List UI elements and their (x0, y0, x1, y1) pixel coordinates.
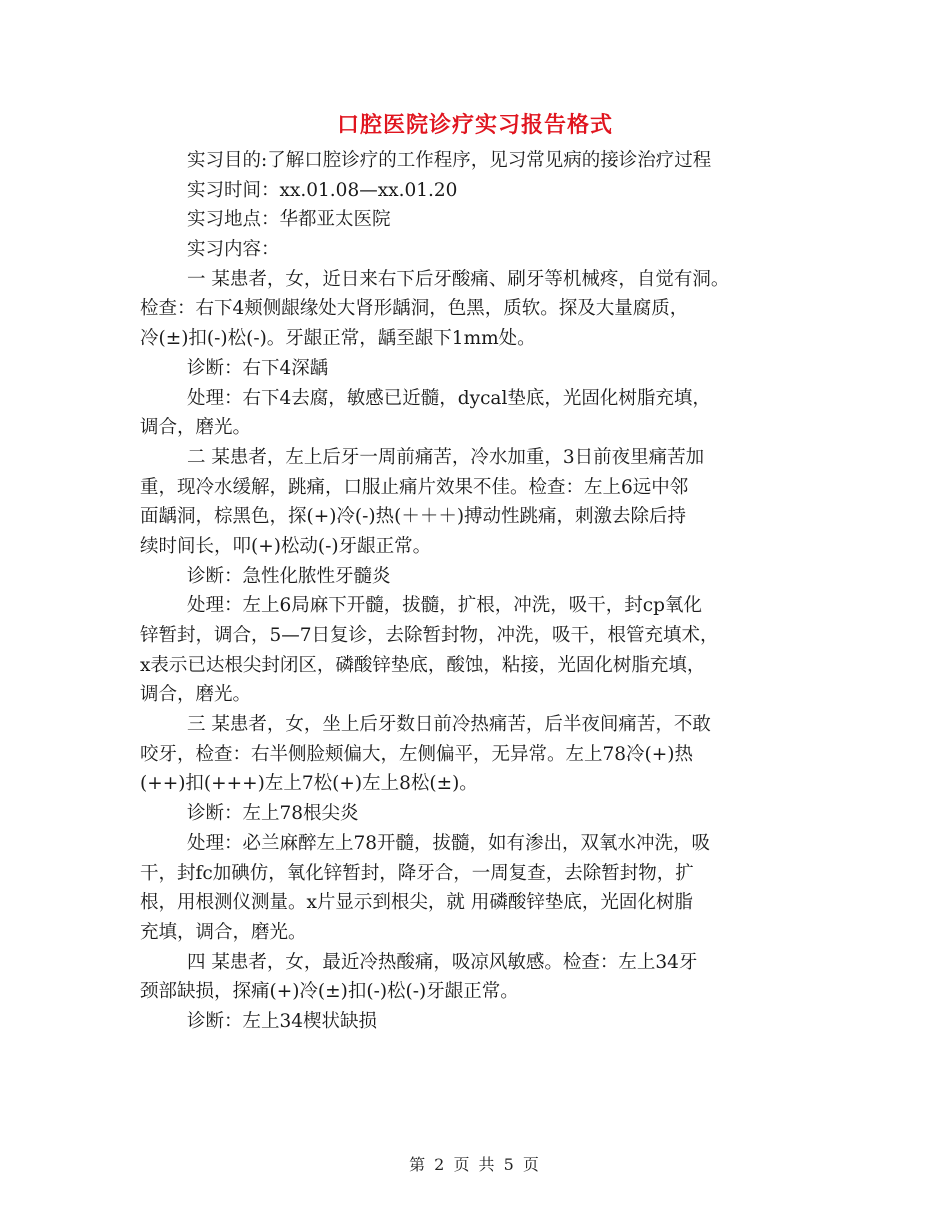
text-line: 面龋洞，棕黑色，探(+)冷(-)热(＋＋＋)搏动性跳痛，刺激去除后持 (140, 506, 687, 528)
text-line: 调合，磨光。 (140, 417, 252, 439)
text-line: 处理：左上6局麻下开髓，拔髓，扩根，冲洗，吸干，封cp氧化 (187, 595, 702, 617)
text-line: 咬牙，检查：右半侧脸颊偏大，左侧偏平，无异常。左上78冷(+)热 (140, 743, 693, 765)
page-footer: 第 2 页 共 5 页 (409, 1155, 541, 1174)
text-line: 充填，调合，磨光。 (140, 921, 307, 943)
text-line: 诊断：急性化脓性牙髓炎 (187, 565, 391, 587)
text-line: 诊断：左上34楔状缺损 (187, 1010, 378, 1032)
text-line: (++)扣(+++)左上7松(+)左上8松(±)。 (140, 773, 478, 795)
text-line: 根，用根测仪测量。x片显示到根尖，就 用磷酸锌垫底，光固化树脂 (140, 892, 693, 914)
text-line: x表示已达根尖封闭区，磷酸锌垫底，酸蚀，粘接，光固化树脂充填， (140, 654, 706, 676)
text-line: 三 某患者，女，坐上后牙数日前冷热痛苦，后半夜间痛苦，不敢 (187, 714, 711, 736)
text-line: 二 某患者，左上后牙一周前痛苦，冷水加重，3日前夜里痛苦加 (187, 446, 705, 468)
text-line: 续时间长，叩(+)松动(-)牙龈正常。 (140, 535, 432, 557)
text-line: 干，封fc加碘仿，氧化锌暂封，降牙合，一周复查，去除暂封物，扩 (140, 862, 694, 884)
text-line: 重，现冷水缓解，跳痛，口服止痛片效果不佳。检查：左上6远中邻 (140, 476, 689, 498)
document-body (140, 146, 810, 1037)
text-line: 一 某患者，女，近日来右下后牙酸痛、刷牙等机械疼，自觉有洞。 (187, 268, 730, 290)
text-line: 四 某患者，女，最近冷热酸痛，吸凉风敏感。检查：左上34牙 (187, 951, 698, 973)
document-title: 口腔医院诊疗实习报告格式 (336, 112, 613, 138)
text-line: 锌暂封，调合，5—7日复诊，去除暂封物，冲洗，吸干，根管充填术， (140, 625, 719, 646)
text-line: 诊断：左上78根尖炎 (187, 803, 359, 825)
text-line: 处理：右下4去腐，敏感已近髓，dycal垫底，光固化树脂充填， (187, 387, 711, 409)
text-line: 冷(±)扣(-)松(-)。牙龈正常，龋至龈下1mm处。 (140, 328, 536, 350)
text-line: 实习地点：华都亚太医院 (187, 209, 391, 231)
text-line: 颈部缺损，探痛(+)冷(±)扣(-)松(-)牙龈正常。 (140, 981, 519, 1003)
text-line: 实习时间：xx.01.08—xx.01.20 (187, 179, 458, 201)
text-line: 实习内容： (187, 239, 280, 261)
text-line: 处理：必兰麻醉左上78开髓，拔髓，如有渗出，双氧水冲洗，吸 (187, 832, 711, 854)
text-line: 检查：右下4颊侧龈缘处大肾形龋洞，色黑，质软。探及大量腐质， (140, 298, 689, 320)
text-line: 调合，磨光。 (140, 684, 252, 706)
text-line: 诊断：右下4深龋 (187, 357, 329, 379)
text-line: 实习目的:了解口腔诊疗的工作程序，见习常见病的接诊治疗过程 (187, 150, 712, 171)
